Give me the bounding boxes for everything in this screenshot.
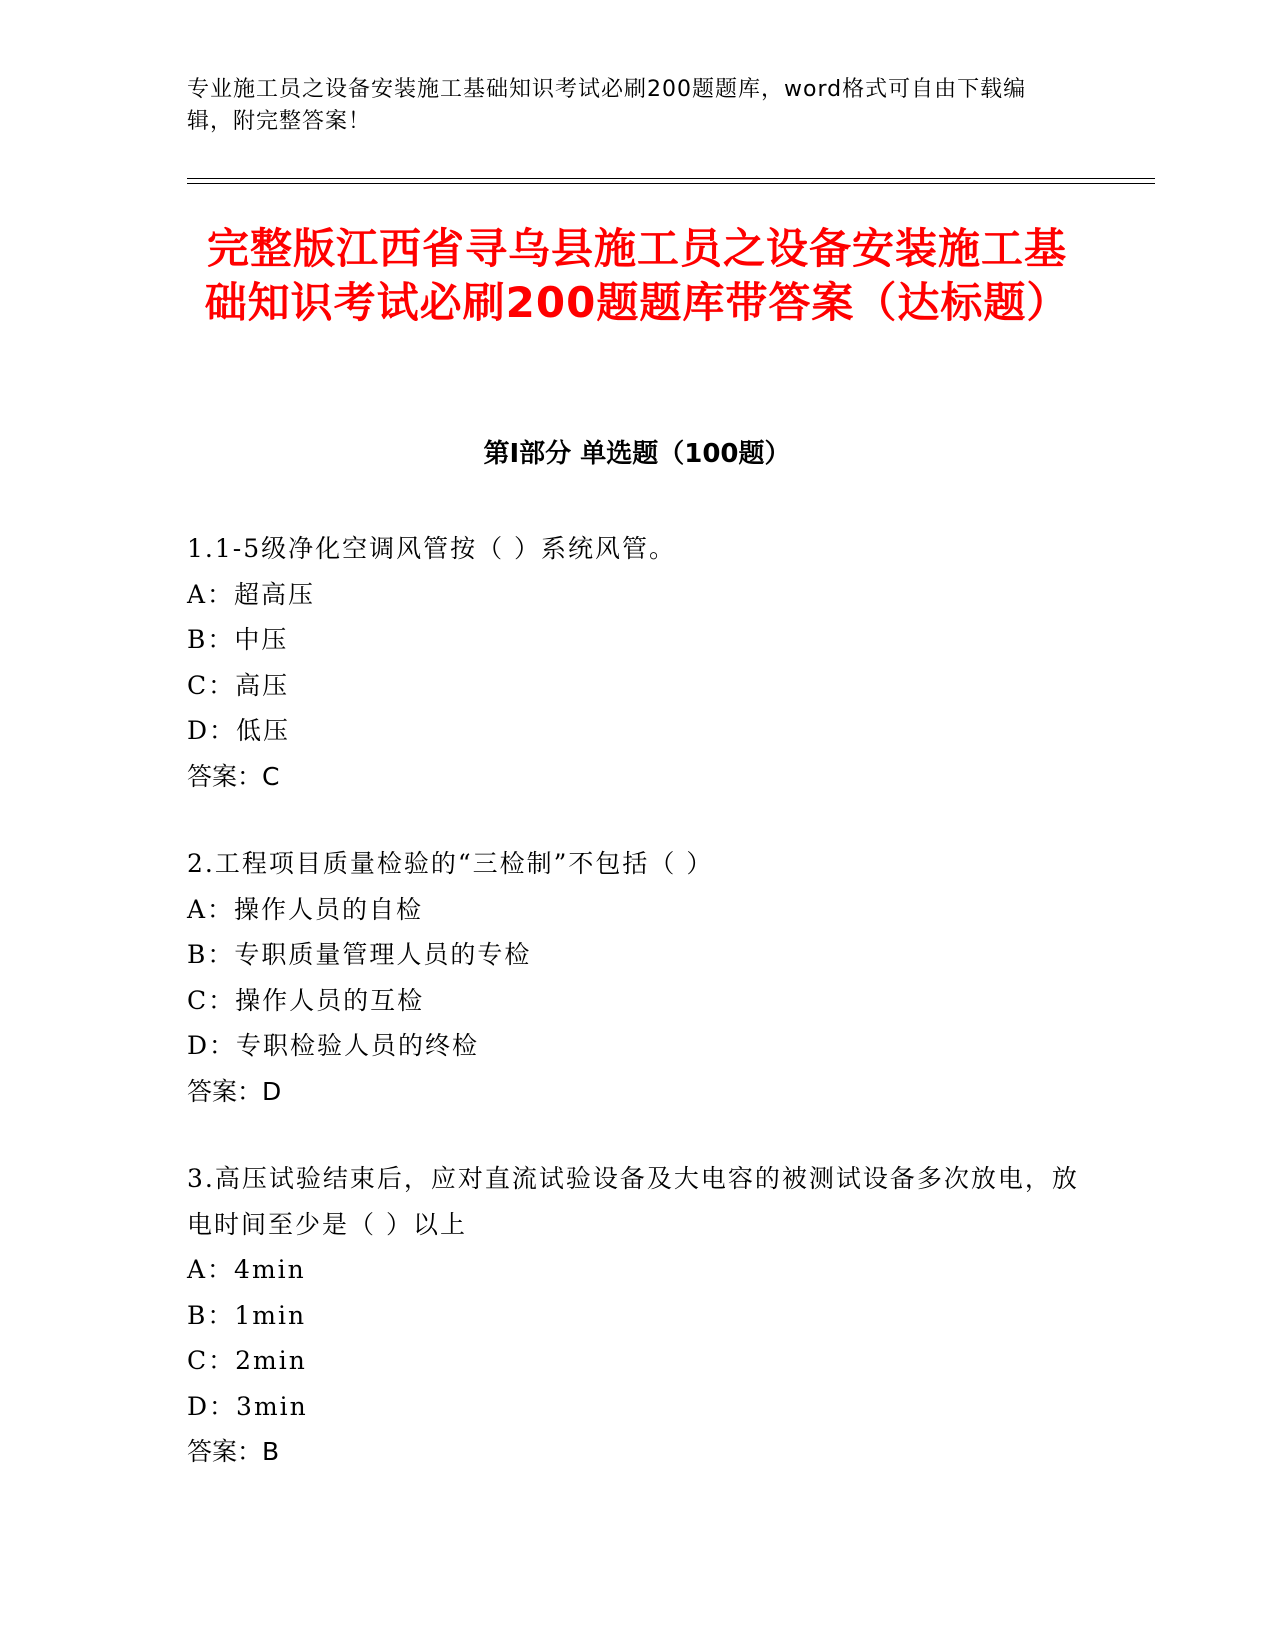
question-list	[187, 526, 1087, 1517]
option-a: A：4min	[187, 1255, 306, 1284]
header-divider-top	[187, 178, 1155, 179]
option-c: C：高压	[187, 670, 290, 700]
question-3	[187, 1156, 1087, 1475]
option-a: A：超高压	[187, 579, 316, 609]
question-stem: 3.高压试验结束后，应对直流试验设备及大电容的被测试设备多次放电，放电时间至少是（ ）以上	[187, 1164, 1079, 1239]
answer: 答案：B	[187, 1437, 280, 1466]
question-stem: 1.1-5级净化空调风管按（ ）系统风管。	[187, 534, 677, 563]
option-b: B：中压	[187, 625, 289, 654]
document-title: 完整版江西省寻乌县施工员之设备安装施工基础知识考试必刷200题题库带答案（达标题）	[204, 224, 1070, 327]
option-a: A：操作人员的自检	[187, 894, 424, 924]
question-stem: 2.工程项目质量检验的“三检制”不包括（ ）	[187, 849, 714, 878]
header-divider-bottom	[187, 183, 1155, 184]
option-c: C：2min	[187, 1346, 307, 1375]
option-d: D：低压	[187, 716, 291, 745]
section-title: 第I部分 单选题（100题）	[483, 439, 791, 469]
option-b: B：1min	[187, 1300, 307, 1330]
option-c: C：操作人员的互检	[187, 985, 425, 1015]
option-d: D：3min	[187, 1391, 308, 1421]
question-2	[187, 841, 1087, 1114]
question-1	[187, 526, 1087, 799]
answer: 答案：D	[187, 1076, 282, 1106]
option-d: D：专职检验人员的终检	[187, 1031, 480, 1060]
option-b: B：专职质量管理人员的专检	[187, 940, 532, 969]
header-note: 专业施工员之设备安装施工基础知识考试必刷200题题库，word格式可自由下载编辑，附完整答案！	[187, 77, 1027, 134]
answer: 答案：C	[187, 761, 280, 791]
